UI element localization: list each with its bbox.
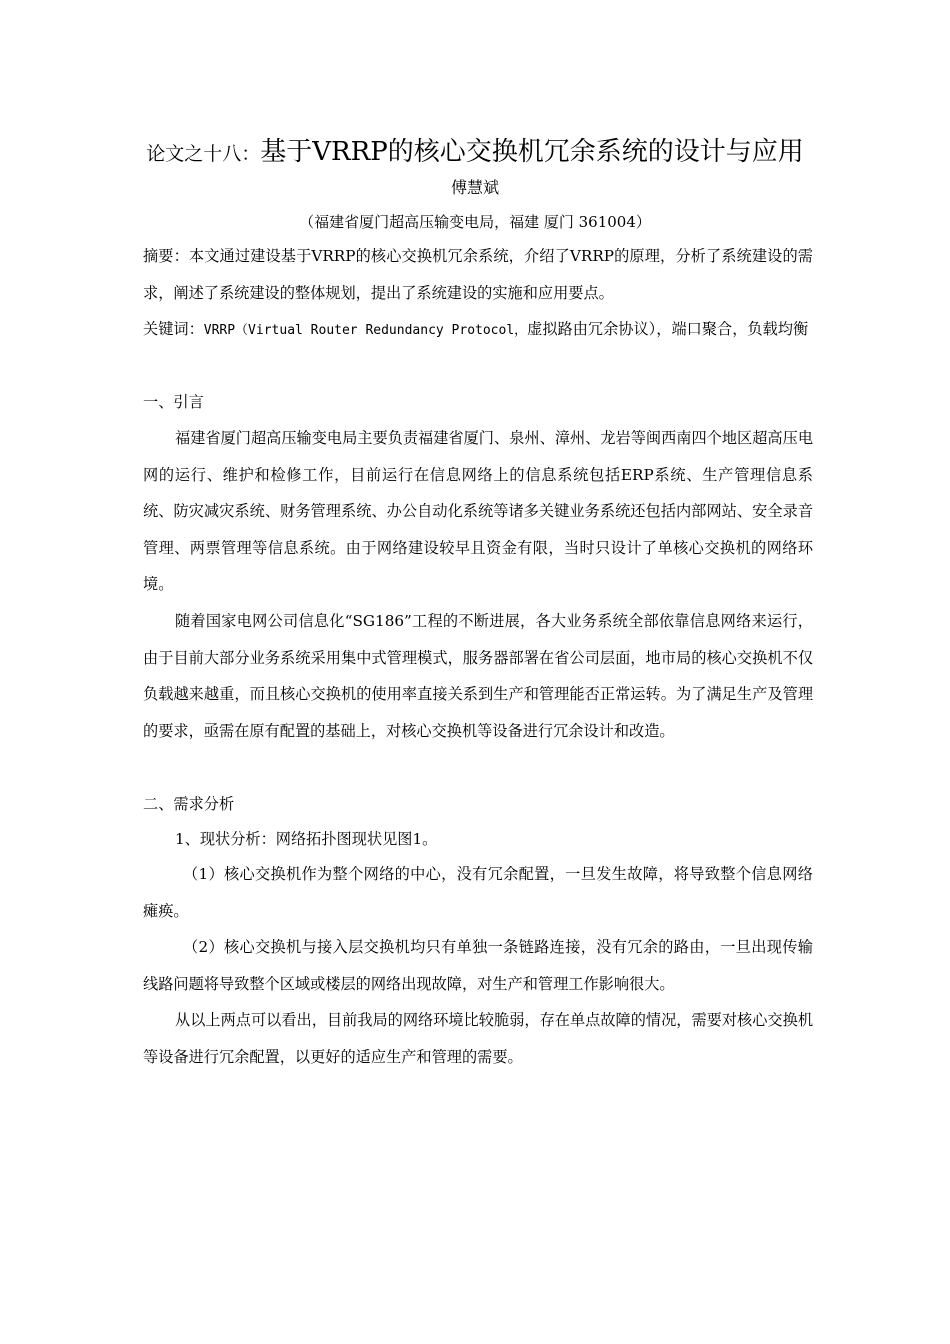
section-heading-requirements: 二、需求分析 — [143, 795, 235, 813]
paragraph: （2）核心交换机与接入层交换机均只有单独一条链路连接，没有冗余的路由，一旦出现传输线路问题将导致整个区域或楼层的网络出现故障，对生产和管理工作影响很大。 — [143, 938, 813, 993]
keywords — [143, 311, 813, 350]
title-main: 基于VRRP的核心交换机冗余系统的设计与应用 — [260, 137, 804, 167]
keywords-latin: VRRP（Virtual Router Redundancy Protocol， — [203, 323, 528, 338]
keywords-label: 关键词： — [143, 320, 204, 338]
keywords-rest: 虚拟路由冗余协议），端口聚合，负载均衡 — [527, 320, 809, 338]
paragraph: 随着国家电网公司信息化“SG186”工程的不断进展，各大业务系统全部依靠信息网络来运行，由于目前大部分业务系统采用集中式管理模式，服务器部署在省公司层面，地市局的核心交换机不仅负载越来越重，而且核心交换机的使用率直接关系到生产和管理能否正常运转。为了满足生产及管理的要求，亟需在原有配置的基础上，对核心交换机等设备进行冗余设计和改造。 — [143, 612, 813, 740]
author-name: 傅慧斌 — [450, 178, 499, 197]
paragraph: 1、现状分析：网络拓扑图现状见图1。 — [175, 830, 438, 848]
paper-title — [0, 132, 950, 174]
abstract: 摘要：本文通过建设基于VRRP的核心交换机冗余系统，介绍了VRRP的原理，分析了系统建设的需求，阐述了系统建设的整体规划，提出了系统建设的实施和应用要点。 — [143, 247, 813, 302]
paragraph: 福建省厦门超高压输变电局主要负责福建省厦门、泉州、漳州、龙岩等闽西南四个地区超高压电网的运行、维护和检修工作，目前运行在信息网络上的信息系统包括ERP系统、生产管理信息系统、防灾减灾系统、财务管理系统、办公自动化系统等诸多关键业务系统还包括内部网站、安全录音管理、两票管理等信息系统。由于网络建设较早且资金有限，当时只设计了单核心交换机的网络环境。 — [143, 429, 813, 593]
paragraph: （1）核心交换机作为整个网络的中心，没有冗余配置，一旦发生故障，将导致整个信息网络瘫痪。 — [143, 865, 813, 920]
paragraph: 从以上两点可以看出，目前我局的网络环境比较脆弱，存在单点故障的情况，需要对核心交换机等设备进行冗余配置，以更好的适应生产和管理的需要。 — [143, 1011, 813, 1066]
author-affiliation: （福建省厦门超高压输变电局，福建 厦门 361004） — [299, 213, 651, 231]
section-heading-introduction: 一、引言 — [143, 393, 204, 411]
title-prefix: 论文之十八： — [146, 143, 261, 165]
